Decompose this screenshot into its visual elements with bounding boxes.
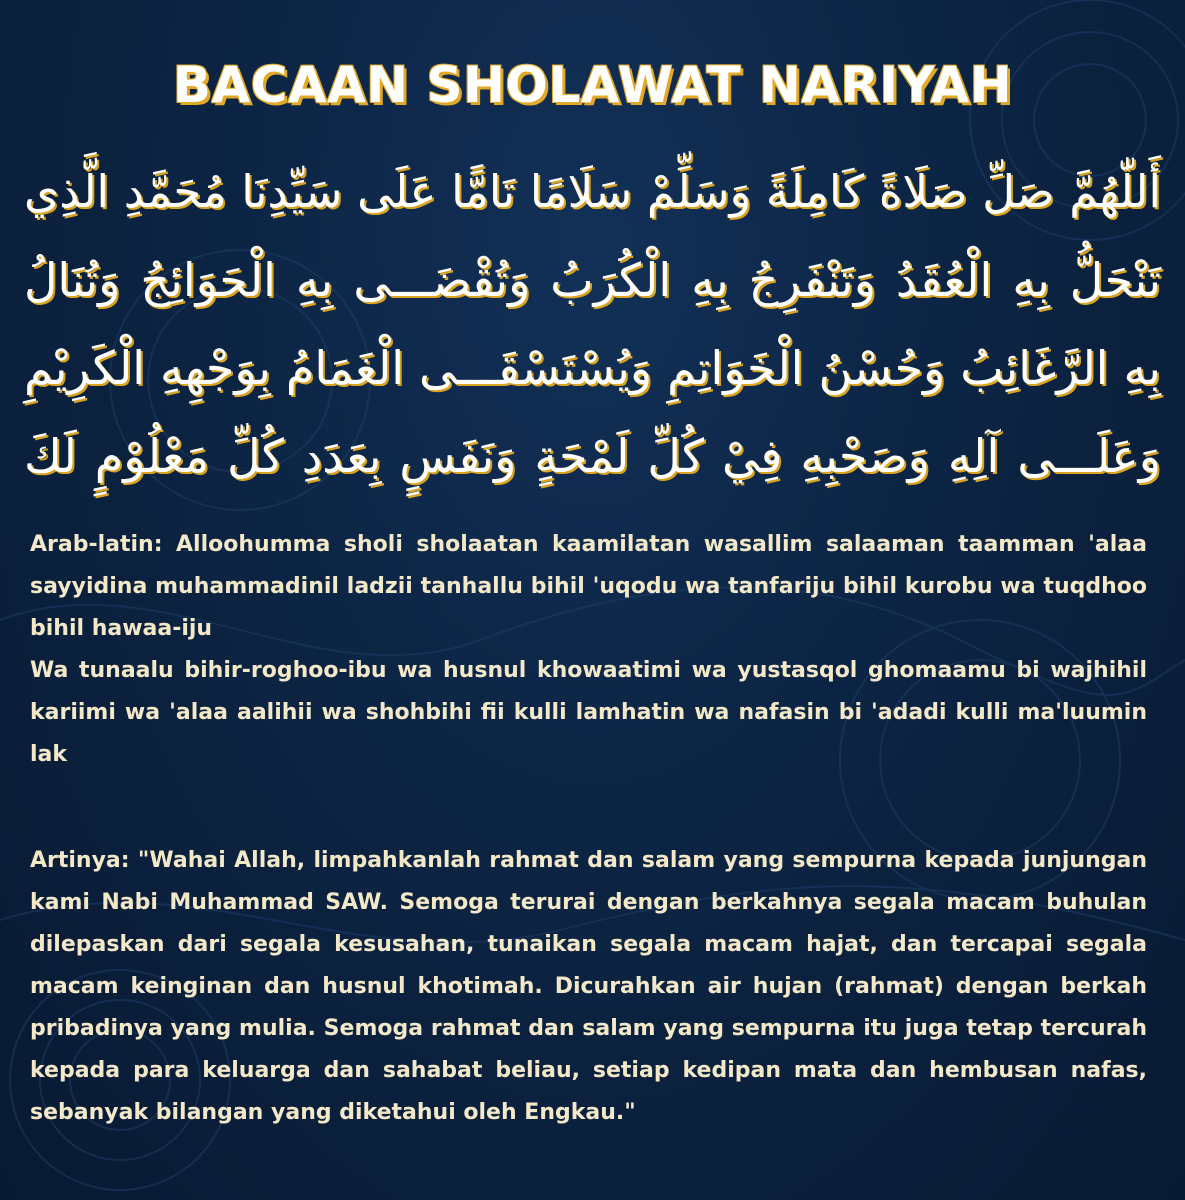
arabic-line-1: أَللّٰهُمَّ صَلِّ صَلَاةً كَامِلَةً وَسَلِّمْ سَلَامًا تَامًّا عَلَى سَيِّدِنَا مُحَمَّدِ الَّذِي xyxy=(24,165,1161,218)
page-title: BACAAN SHOLAWAT NARIYAH xyxy=(172,56,1013,114)
arab-latin-transliteration xyxy=(30,524,1147,776)
transliteration-paragraph-1: Arab-latin: Alloohumma sholi sholaatan kaamilatan wasallim salaaman taamman 'alaa sayyidina muhammadinil ladzii tanhallu bihil 'uqodu wa tanfariju bihil kurobu wa tuqdhoo bihil hawaa-iju xyxy=(30,532,1147,641)
arabic-line-2: تَنْحَلُّ بِهِ الْعُقَدُ وَتَنْفَرِجُ بِهِ الْكُرَبُ وَتُقْضَـــى بِهِ الْحَوَائِجُ وَتُنَالُ xyxy=(24,253,1161,307)
arabic-line-4: وَعَلَـــى آلِهِ وَصَحْبِهِ فِيْ كُلِّ لَمْحَةٍ وَنَفَسٍ بِعَدَدِ كُلِّ مَعْلُوْمٍ لَكَ xyxy=(24,429,1161,483)
arabic-line-3: بِهِ الرَّغَائِبُ وَحُسْنُ الْخَوَاتِمِ وَيُسْتَسْقَـــى الْغَمَامُ بِوَجْهِهِ الْكَرِيْمِ xyxy=(24,341,1161,395)
arabic-text xyxy=(24,148,1161,500)
translation-section xyxy=(30,840,1147,1134)
translation-paragraph: Artinya: "Wahai Allah, limpahkanlah rahmat dan salam yang sempurna kepada junjungan kami Nabi Muhammad SAW. Semoga terurai dengan berkahnya segala macam buhulan dilepaskan dari segala kesusahan, tunaikan segala macam hajat, dan tercapai segala macam keinginan dan husnul khotimah. Dicurahkan air hujan (rahmat) dengan berkah pribadinya yang mulia. Semoga rahmat dan salam yang sempurna itu juga tetap tercurah kepada para keluarga dan sahabat beliau, setiap kedipan mata dan hembusan nafas, sebanyak bilangan yang diketahui oleh Engkau." xyxy=(30,848,1147,1125)
transliteration-paragraph-2: Wa tunaalu bihir-roghoo-ibu wa husnul khowaatimi wa yustasqol ghomaamu bi wajhihil kariimi wa 'alaa aalihii wa shohbihi fii kulli lamhatin wa nafasin bi 'adadi kulli ma'luumin lak xyxy=(30,658,1147,767)
